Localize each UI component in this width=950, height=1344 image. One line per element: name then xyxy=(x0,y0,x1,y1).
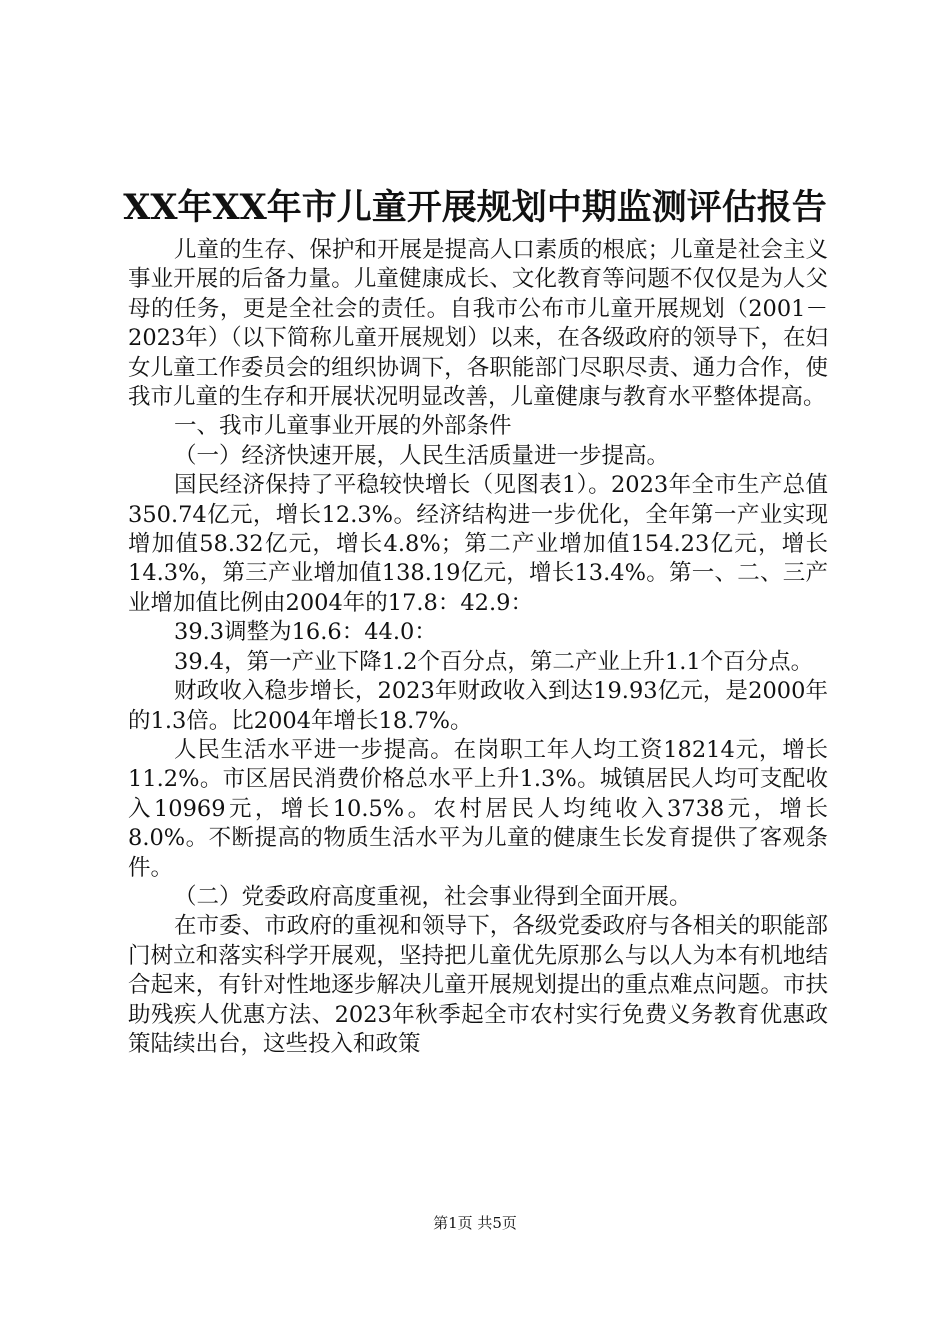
paragraph-fiscal-revenue: 财政收入稳步增长，2023年财政收入到达19.93亿元，是2000年的1.3倍。比2004年增长18.7%。 xyxy=(128,678,828,734)
paragraph-ratio-adjustment: 39.3调整为16.6：44.0： xyxy=(174,619,437,646)
subsection-heading: （一）经济快速开展，人民生活质量进一步提高。 xyxy=(174,442,670,469)
paragraph-government-support: 在市委、市政府的重视和领导下，各级党委政府与各相关的职能部门树立和落实科学开展观，坚持把儿童优先原那么与以人为本有机地结合起来，有针对性地逐步解决儿童开展规划提出的重点难点问题。市扶助残疾人优惠方法、2023年秋季起全市农村实行免费义务教育优惠政策陆续出台，这些投入和政策 xyxy=(128,913,828,1057)
page-number: 第1页 共5页 xyxy=(433,1214,517,1232)
paragraph-intro: 儿童的生存、保护和开展是提高人口素质的根底；儿童是社会主义事业开展的后备力量。儿童健康成长、文化教育等问题不仅仅是为人父母的任务，更是全社会的责任。自我市公布市儿童开展规划（2001－2023年）（以下简称儿童开展规划）以来，在各级政府的领导下，在妇女儿童工作委员会的组织协调下，各职能部门尽职尽责、通力合作，使我市儿童的生存和开展状况明显改善，儿童健康与教育水平整体提高。 xyxy=(128,237,828,411)
document-title: XX年XX年市儿童开展规划中期监测评估报告 xyxy=(123,187,827,228)
document-body xyxy=(128,236,828,1059)
paragraph-living-standard: 人民生活水平进一步提高。在岗职工年人均工资18214元，增长11.2%。市区居民消费价格总水平上升1.3%。城镇居民人均可支配收入10969元，增长10.5%。农村居民人均纯收入3738元，增长8.0%。不断提高的物质生活水平为儿童的健康生长发育提供了客观条件。 xyxy=(128,736,828,881)
section-heading: 一、我市儿童事业开展的外部条件 xyxy=(174,413,512,440)
paragraph-industry-change: 39.4，第一产业下降1.2个百分点，第二产业上升1.1个百分点。 xyxy=(174,648,814,675)
subsection-heading: （二）党委政府高度重视，社会事业得到全面开展。 xyxy=(174,883,692,910)
paragraph-economy: 国民经济保持了平稳较快增长（见图表1）。2023年全市生产总值350.74亿元，增长12.3%。经济结构进一步优化，全年第一产业实现增加值58.32亿元，增长4.8%；第二产业增加值154.23亿元，增长14.3%，第三产业增加值138.19亿元，增长13.4%。第一、二、三产业增加值比例由2004年的17.8：42.9： xyxy=(128,472,828,616)
